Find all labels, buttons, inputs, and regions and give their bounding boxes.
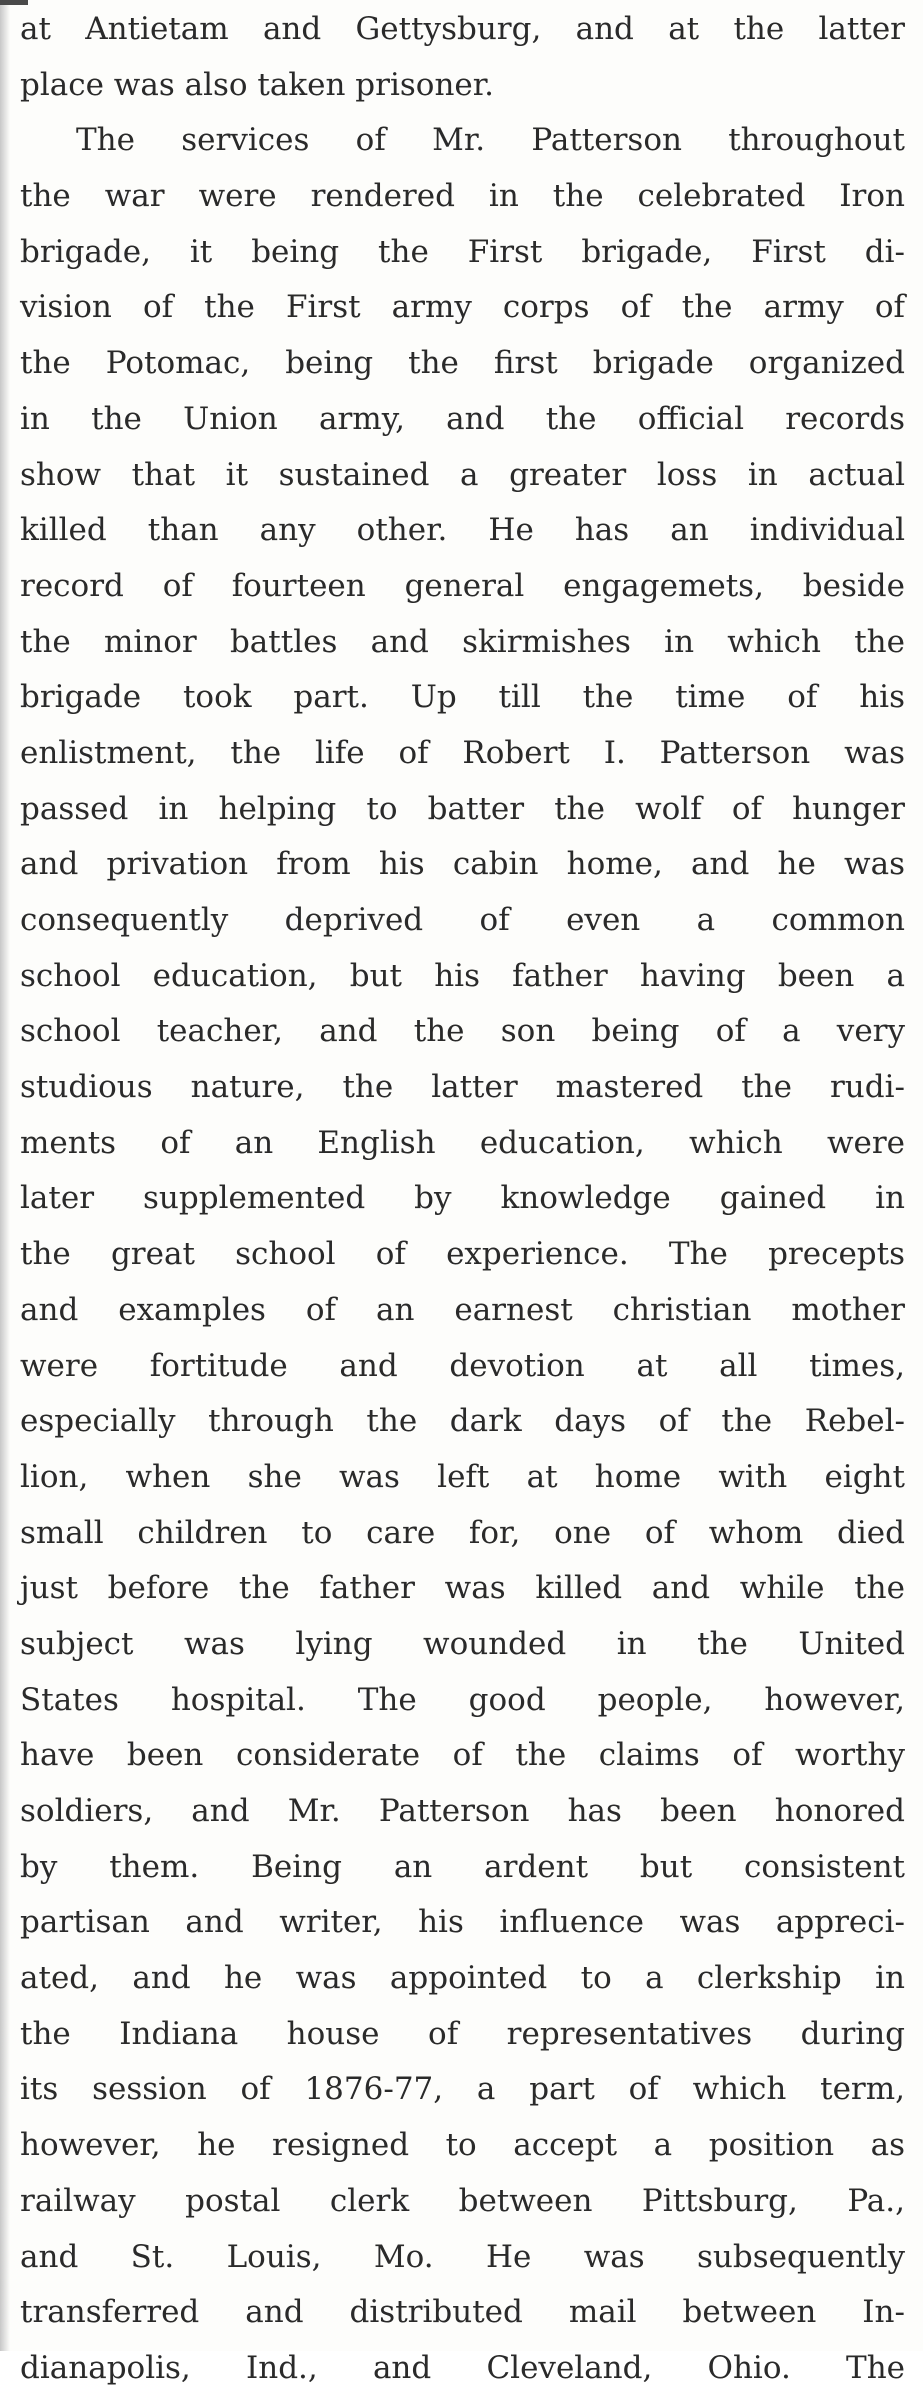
text-line: enlistment, the life of Robert I. Patterson was: [20, 734, 905, 771]
text-line: ments of an English education, which were: [20, 1124, 905, 1161]
text-line: in the Union army, and the official records: [20, 400, 905, 437]
text-line: show that it sustained a greater loss in actual: [20, 456, 905, 493]
text-line: studious nature, the latter mastered the rudi-: [20, 1069, 905, 1106]
text-line: soldiers, and Mr. Patterson has been honored: [20, 1793, 905, 1829]
text-line: however, he resigned to accept a position as: [20, 2127, 905, 2164]
text-line: killed than any other. He has an individual: [20, 512, 905, 549]
text-line: dianapolis, Ind., and Cleveland, Ohio. The: [20, 2349, 905, 2386]
paragraph-first-line: The services of Mr. Patterson throughout: [76, 122, 905, 159]
text-line: the minor battles and skirmishes in which the: [20, 623, 905, 660]
text-line: at Antietam and Gettysburg, and at the latter: [20, 11, 905, 47]
text-line: the great school of experience. The precepts: [20, 1236, 905, 1273]
text-line: were fortitude and devotion at all times,: [20, 1347, 905, 1384]
text-line: partisan and writer, his influence was appreci-: [20, 1904, 905, 1941]
text-line: have been considerate of the claims of worthy: [20, 1737, 905, 1774]
text-line: school teacher, and the son being of a very: [20, 1013, 905, 1050]
text-line: transferred and distributed mail between In-: [20, 2294, 905, 2331]
page-gutter-shadow: [0, 0, 10, 2351]
body-text: [20, 2, 905, 2397]
text-line: especially through the dark days of the Rebel-: [20, 1403, 905, 1440]
text-line: school education, but his father having been a: [20, 957, 905, 994]
text-line: ated, and he was appointed to a clerkship in: [20, 1960, 905, 1997]
text-line: brigade took part. Up till the time of his: [20, 679, 905, 716]
text-line: place was also taken prisoner.: [20, 66, 495, 103]
text-line: subject was lying wounded in the United: [20, 1625, 905, 1662]
text-line: just before the father was killed and while the: [20, 1570, 905, 1607]
text-line: and privation from his cabin home, and he was: [20, 846, 905, 883]
text-line: by them. Being an ardent but consistent: [20, 1848, 905, 1885]
text-line: the Potomac, being the first brigade organized: [20, 345, 905, 382]
text-line: record of fourteen general engagemets, beside: [20, 567, 905, 604]
text-line: the war were rendered in the celebrated Iron: [20, 178, 905, 215]
text-line: small children to care for, one of whom died: [20, 1514, 905, 1551]
text-line: later supplemented by knowledge gained in: [20, 1180, 905, 1217]
text-line: railway postal clerk between Pittsburg, Pa.,: [20, 2182, 905, 2219]
text-line: States hospital. The good people, however,: [20, 1681, 905, 1718]
text-line: the Indiana house of representatives during: [20, 2015, 905, 2052]
text-line: passed in helping to batter the wolf of hunger: [20, 790, 905, 827]
text-line: brigade, it being the First brigade, First di-: [20, 233, 905, 270]
text-line: consequently deprived of even a common: [20, 902, 905, 938]
text-line: and St. Louis, Mo. He was subsequently: [20, 2238, 905, 2275]
text-line: lion, when she was left at home with eight: [20, 1458, 905, 1495]
text-line: its session of 1876-77, a part of which term,: [20, 2071, 905, 2108]
text-line: and examples of an earnest christian mother: [20, 1291, 905, 1328]
text-line: vision of the First army corps of the army of: [20, 289, 905, 326]
